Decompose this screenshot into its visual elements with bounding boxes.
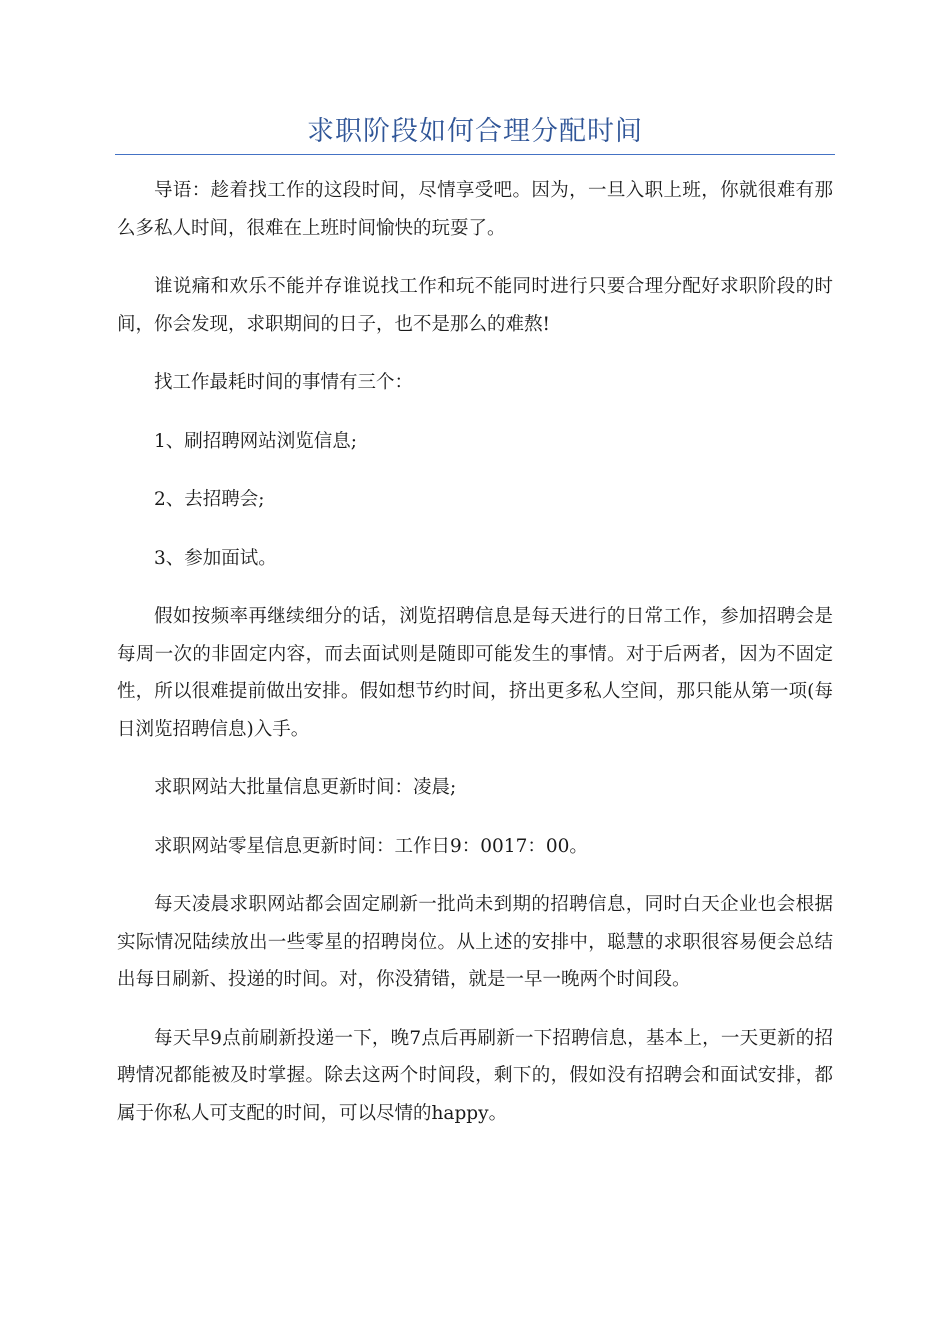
paragraph: 每天凌晨求职网站都会固定刷新一批尚未到期的招聘信息，同时白天企业也会根据实际情况陆续放出一些零星的招聘岗位。从上述的安排中，聪慧的求职很容易便会总结出每日刷新、投递的时间。对，你没猜错，就是一早一晚两个时间段。: [117, 894, 833, 990]
list-item: 2、去招聘会;: [154, 489, 265, 510]
paragraph-intro: 导语：趁着找工作的这段时间，尽情享受吧。因为，一旦入职上班，你就很难有那么多私人时间，很难在上班时间愉快的玩耍了。: [117, 180, 833, 239]
paragraph: 假如按频率再继续细分的话，浏览招聘信息是每天进行的日常工作，参加招聘会是每周一次的非固定内容，而去面试则是随即可能发生的事情。对于后两者，因为不固定性，所以很难提前做出安排。假如想节约时间，挤出更多私人空间，那只能从第一项(每日浏览招聘信息)入手。: [117, 606, 833, 740]
document-body: [117, 172, 833, 1153]
document-title: 求职阶段如何合理分配时间: [307, 116, 643, 147]
paragraph: 求职网站零星信息更新时间：工作日9：0017：00。: [154, 835, 588, 857]
list-item: 1、刷招聘网站浏览信息;: [154, 430, 358, 452]
list-item: 3、参加面试。: [154, 547, 277, 569]
paragraph: 求职网站大批量信息更新时间：凌晨;: [154, 777, 457, 798]
paragraph: 找工作最耗时间的事情有三个：: [154, 372, 414, 393]
paragraph: 谁说痛和欢乐不能并存谁说找工作和玩不能同时进行只要合理分配好求职阶段的时间，你会发现，求职期间的日子，也不是那么的难熬!: [117, 276, 833, 335]
title-underline: [115, 154, 835, 155]
paragraph: 每天早9点前刷新投递一下，晚7点后再刷新一下招聘信息，基本上，一天更新的招聘情况都能被及时掌握。除去这两个时间段，剩下的，假如没有招聘会和面试安排，都属于你私人可支配的时间，可以尽情的happy。: [117, 1027, 833, 1124]
